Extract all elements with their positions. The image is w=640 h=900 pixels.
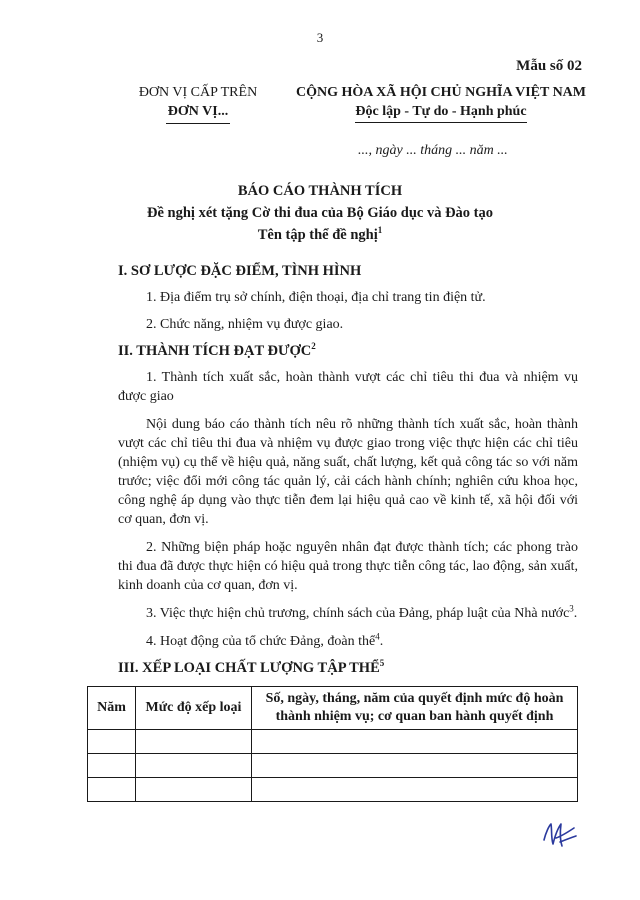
table-cell (136, 778, 252, 802)
table-row (88, 730, 578, 754)
report-subtitle: Đề nghị xét tặng Cờ thi đua của Bộ Giáo dục và Đào tạo (147, 205, 493, 221)
section-2-item-4: 4. Hoạt động của tổ chức Đảng, đoàn thể$^4$. (146, 631, 384, 649)
section-2-item-2: 2. Những biện pháp hoặc nguyên nhân đạt được thành tích; các phong trào thi đua đã được thực hiện có hiệu quả trong thực tiễn công tác, lao động, sản xuất, kinh doanh của cơ quan, đơn vị. (118, 540, 578, 593)
section-2-item-1-detail: Nội dung báo cáo thành tích nêu rõ những thành tích xuất sắc, hoàn thành vượt các chỉ tiêu thi đua và nhiệm vụ được giao trong việc thực hiện các chỉ tiêu (nhiệm vụ) cụ thể về hiệu quả, năng suất, chất lượng, kết quả công tác so với năm trước; việc đổi mới công tác quản lý, cải cách hành chính; nghiên cứu khoa học, công nghệ áp dụng vào thực tiễn đem lại hiệu quả cao về kinh tế, xã hội đối với cơ quan, đơn vị. (118, 417, 578, 527)
col-header-rating: Mức độ xếp loại (136, 687, 252, 730)
section-1-item-2: 2. Chức năng, nhiệm vụ được giao. (146, 317, 344, 332)
unit-label: ĐƠN VỊ... (167, 104, 229, 119)
table-cell (252, 754, 578, 778)
unit-underline (166, 123, 230, 124)
page-number: 3 (316, 30, 324, 45)
handwritten-initials-signature (540, 818, 580, 852)
table-cell (88, 730, 136, 754)
table-row (88, 754, 578, 778)
table-cell (252, 778, 578, 802)
quality-rating-table (87, 686, 578, 802)
table-cell (136, 754, 252, 778)
footnote-ref: 2 (311, 341, 316, 352)
national-title-block (288, 83, 594, 123)
table-cell (136, 730, 252, 754)
country-name: CỘNG HÒA XÃ HỘI CHỦ NGHĨA VIỆT NAM (295, 85, 586, 100)
table-cell (88, 778, 136, 802)
report-title: BÁO CÁO THÀNH TÍCH (237, 183, 403, 199)
issuing-unit-block (118, 83, 278, 124)
footnote-ref: 1 (377, 225, 383, 236)
section-1-item-1: 1. Địa điểm trụ sở chính, điện thoại, địa chỉ trang tin điện tử. (146, 290, 486, 305)
collective-name-line: Tên tập thể đề nghị$^1$ (257, 225, 383, 243)
table-header-row (88, 687, 578, 730)
table-cell (252, 730, 578, 754)
form-code: Mẫu số 02 (516, 58, 582, 74)
col-header-year: Năm (88, 687, 136, 730)
report-body (118, 262, 578, 685)
footnote-ref: 3 (569, 603, 574, 614)
section-2-heading: II. THÀNH TÍCH ĐẠT ĐƯỢC$^2$ (118, 341, 316, 359)
footnote-ref: 5 (379, 658, 385, 669)
section-1-heading: I. SƠ LƯỢC ĐẶC ĐIỂM, TÌNH HÌNH (118, 263, 362, 279)
national-motto: Độc lập - Tự do - Hạnh phúc (355, 102, 526, 123)
report-title-block (0, 180, 640, 246)
col-header-decision: Số, ngày, tháng, năm của quyết định mức độ hoàn thành nhiệm vụ; cơ quan ban hành quyết định (252, 687, 578, 730)
section-2-item-1: 1. Thành tích xuất sắc, hoàn thành vượt các chỉ tiêu thi đua và nhiệm vụ được giao (118, 370, 578, 404)
table-row (88, 778, 578, 802)
section-2-item-3: 3. Việc thực hiện chủ trương, chính sách của Đảng, pháp luật của Nhà nước$^3$. (146, 603, 578, 621)
table-cell (88, 754, 136, 778)
date-line: ..., ngày ... tháng ... năm ... (358, 143, 508, 158)
section-3-heading: III. XẾP LOẠI CHẤT LƯỢNG TẬP THỂ$^5$ (118, 658, 385, 676)
footnote-ref: 4 (375, 631, 380, 642)
superior-unit-label: ĐƠN VỊ CẤP TRÊN (138, 85, 258, 100)
